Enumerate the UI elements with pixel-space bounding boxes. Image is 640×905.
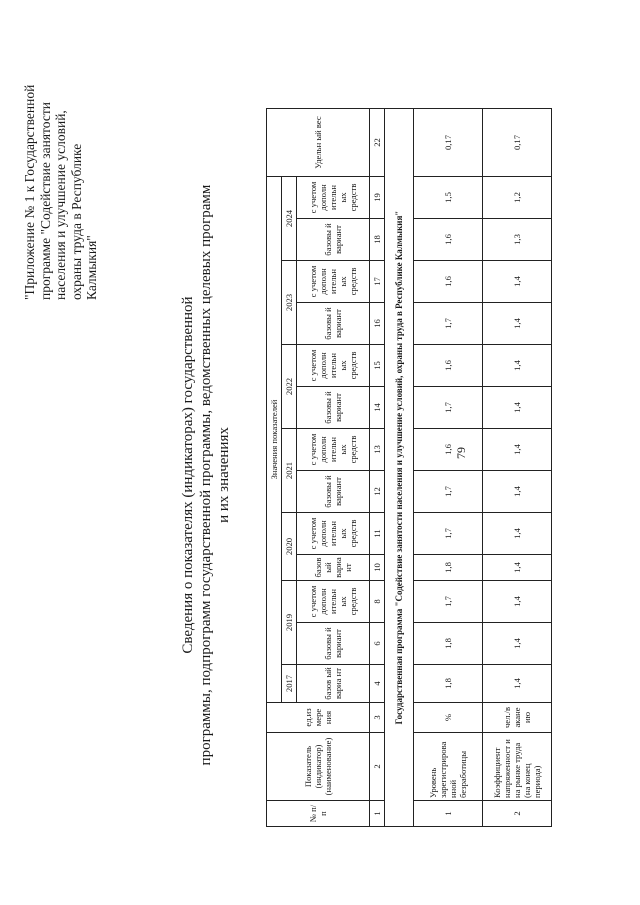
column-number: 3 xyxy=(370,703,385,733)
appendix-line: Калмыкия" xyxy=(84,235,99,300)
column-number: 17 xyxy=(370,261,385,303)
value-cell: 1,4 xyxy=(483,345,552,387)
value-cell: 1,4 xyxy=(483,623,552,665)
value-cell: 1,7 xyxy=(414,471,483,513)
column-number: 14 xyxy=(370,387,385,429)
row-unit: чел./в акане ию xyxy=(483,703,552,733)
appendix-line: охраны труда в Республике xyxy=(68,143,84,300)
year-cell: 2019 xyxy=(282,581,297,665)
row-unit: % xyxy=(414,703,483,733)
column-number: 10 xyxy=(370,555,385,581)
appendix-line: программе "Содействие занятости xyxy=(37,102,53,300)
header-indicator: Показатель (индикатор) (наименование) xyxy=(267,733,370,801)
column-number: 1 xyxy=(370,801,385,827)
header-unit: ед.из мере ния xyxy=(267,703,370,733)
variant-base: базов ый вариа нт xyxy=(297,555,370,581)
column-number: 18 xyxy=(370,219,385,261)
value-cell: 1,7 xyxy=(414,387,483,429)
year-cell: 2022 xyxy=(282,345,297,429)
value-cell: 1,4 xyxy=(483,513,552,555)
year-cell: 2020 xyxy=(282,513,297,581)
value-cell: 1,8 xyxy=(414,555,483,581)
variant-extra: с учетом дополн ительн ых средств xyxy=(297,177,370,219)
indicators-table xyxy=(266,108,552,827)
value-cell: 1,2 xyxy=(483,177,552,219)
document-title-line: Сведения о показателях (индикаторах) государственной xyxy=(180,296,196,654)
value-cell: 1,7 xyxy=(414,581,483,623)
column-number: 22 xyxy=(370,109,385,177)
column-number: 16 xyxy=(370,303,385,345)
header-number: № п/п xyxy=(267,801,370,827)
row-number: 2 xyxy=(483,801,552,827)
variant-base: базов ый вариа нт xyxy=(297,665,370,703)
year-cell: 2021 xyxy=(282,429,297,513)
column-numbers-row xyxy=(370,109,385,827)
appendix-note xyxy=(22,30,100,300)
document-title-line: и их значениях xyxy=(216,427,232,523)
column-number: 12 xyxy=(370,471,385,513)
column-number: 8 xyxy=(370,581,385,623)
column-number: 15 xyxy=(370,345,385,387)
variant-base: базовы й вариант xyxy=(297,303,370,345)
program-row xyxy=(385,109,414,827)
row-weight: 0,17 xyxy=(414,109,483,177)
row-number: 1 xyxy=(414,801,483,827)
value-cell: 1,6 xyxy=(414,219,483,261)
year-cell: 2024 xyxy=(282,177,297,261)
header-row-1 xyxy=(267,109,282,827)
column-number: 13 xyxy=(370,429,385,471)
row-indicator-name: Уровень зарегистрирова нной безработицы xyxy=(414,733,483,801)
value-cell: 1,4 xyxy=(483,581,552,623)
value-cell: 1,4 xyxy=(483,471,552,513)
variant-base: базовы й вариант xyxy=(297,471,370,513)
column-number: 11 xyxy=(370,513,385,555)
value-cell: 1,4 xyxy=(483,555,552,581)
column-number: 4 xyxy=(370,665,385,703)
table-row xyxy=(483,109,552,827)
row-weight: 0,17 xyxy=(483,109,552,177)
appendix-line: "Приложение № 1 к Государственной xyxy=(22,84,37,300)
column-number: 2 xyxy=(370,733,385,801)
value-cell: 1,8 xyxy=(414,623,483,665)
column-number: 6 xyxy=(370,623,385,665)
value-cell: 1,4 xyxy=(483,303,552,345)
row-indicator-name: Коэффициент напряженност и на рынке труда (на конец периода) xyxy=(483,733,552,801)
program-title: Государственная программа "Содействие занятости населения и улучшение условий, охраны труда в Республике Калмыкия" xyxy=(385,109,414,827)
column-number: 19 xyxy=(370,177,385,219)
variant-base: базовы й вариант xyxy=(297,387,370,429)
year-cell: 2023 xyxy=(282,261,297,345)
value-cell: 1,7 xyxy=(414,513,483,555)
variant-extra: с учетом дополн ительн ых средств xyxy=(297,429,370,471)
value-cell: 1,7 xyxy=(414,303,483,345)
value-cell: 1,6 xyxy=(414,261,483,303)
header-weight: Удельн ый вес xyxy=(267,109,370,177)
variant-base: базовы й вариант xyxy=(297,623,370,665)
value-cell: 1,4 xyxy=(483,387,552,429)
year-cell: 2017 xyxy=(282,665,297,703)
document-title-line: программы, подпрограмм государственной программы, ведомственных целевых программ xyxy=(198,184,214,766)
value-cell: 1,4 xyxy=(483,261,552,303)
value-cell: 1,5 xyxy=(414,177,483,219)
value-cell: 1,3 xyxy=(483,219,552,261)
variant-extra: с учетом дополн ительн ых средств xyxy=(297,513,370,555)
variant-extra: с учетом дополн ительн ых средств xyxy=(297,581,370,623)
variant-extra: с учетом дополн ительн ых средств xyxy=(297,345,370,387)
value-cell: 1,6 xyxy=(414,429,483,471)
page-number: 79 xyxy=(454,447,468,459)
variant-base: базовы й вариант xyxy=(297,219,370,261)
value-cell: 1,4 xyxy=(483,665,552,703)
value-cell: 1,4 xyxy=(483,429,552,471)
variant-extra: с учетом дополн ительн ых средств xyxy=(297,261,370,303)
table-row xyxy=(414,109,483,827)
value-cell: 1,6 xyxy=(414,345,483,387)
appendix-line: населения и улучшение условий, xyxy=(53,110,68,300)
value-cell: 1,8 xyxy=(414,665,483,703)
header-values: Значения показателей xyxy=(267,177,282,703)
